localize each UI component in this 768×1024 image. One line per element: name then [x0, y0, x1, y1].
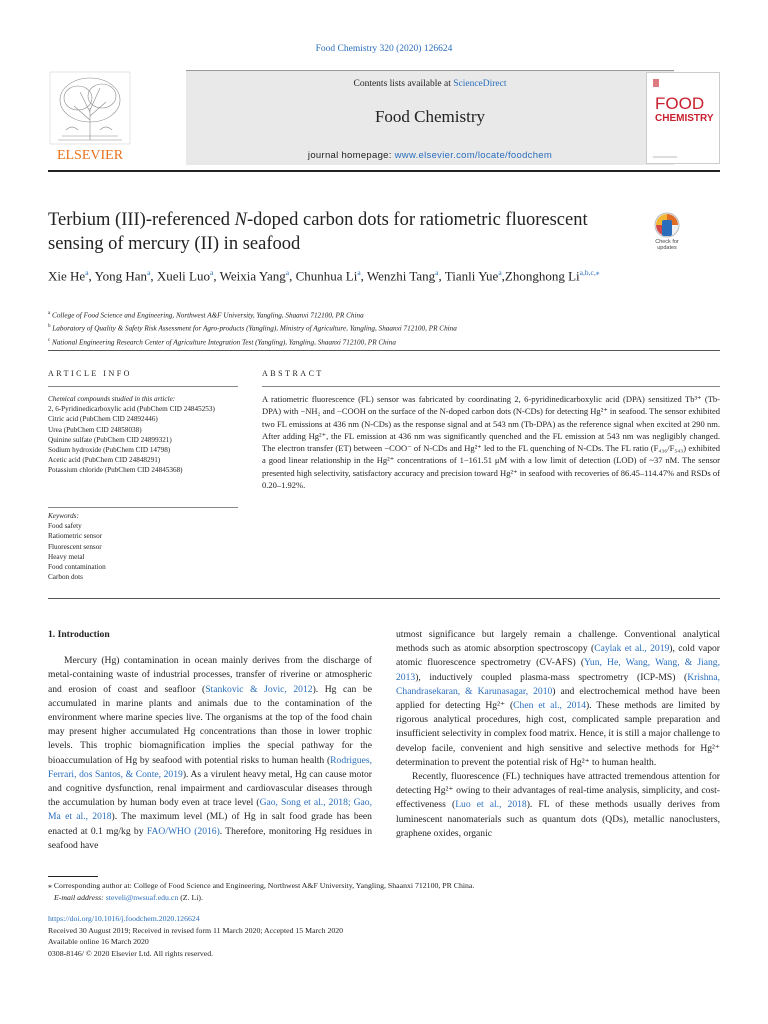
sciencedirect-link[interactable]: ScienceDirect — [453, 79, 507, 89]
homepage-prefix: journal homepage: — [307, 150, 395, 161]
affiliation-list — [48, 308, 688, 348]
author-separator: , — [501, 268, 505, 284]
email-line — [48, 892, 720, 904]
journal-name: Food Chemistry — [374, 107, 486, 126]
keyword-item: Heavy metal — [48, 552, 85, 561]
keyword-item: Carbon dots — [48, 573, 83, 582]
keyword-item: Food safety — [48, 522, 82, 531]
journal-cover-thumbnail[interactable] — [646, 72, 720, 164]
author-separator: , — [289, 268, 296, 284]
chemical-compounds — [48, 394, 243, 476]
body-paragraph: Mercury (Hg) contamination in ocean mainly derives from the discharge of metal-containing waste of industrial processes, transfer of riverine or atmospheric and erosion of coast and seafloor (Stankovic & Jovic, 2012). Hg can be accumulated in marine plants and animals due to the contamination of the environment where marine species live. The organisms at the top of the food chain may present higher accumulated Hg concentrations than those in lower trophic levels. This trophic biomagnification implies the special pathway for the bioaccumulation of Hg by seafood with potential risks to human health (Rodrigues, Ferrari, dos Santos, & Conte, 2019). As a virulent heavy metal, Hg can cause motor and cognitive dysfunction, renal impairment and cardiovascular diseases through the accumulation by human body even at trace level (Gao, Song et al., 2018; Gao, Ma et al., 2018). The maximum level (ML) of Hg in salt food grade has been enacted at 0.1 mg/kg by FAO/WHO (2016). Therefore, monitoring Hg residues in seafood have — [48, 655, 372, 851]
email-suffix: (Z. Li). — [178, 892, 203, 902]
author-separator: , — [150, 268, 157, 284]
author-separator: , — [88, 268, 95, 284]
section-rule — [48, 350, 720, 351]
svg-text:ELSEVIER: ELSEVIER — [56, 148, 124, 163]
author-list — [48, 264, 648, 285]
body-column-left — [48, 628, 372, 853]
keywords-list — [48, 521, 238, 582]
compound-item: Potassium chloride (PubChem CID 24845368) — [48, 466, 183, 475]
body-rule — [48, 598, 720, 599]
compound-item: Sodium hydroxide (PubChem CID 14798) — [48, 446, 171, 455]
author-affiliation-marker[interactable]: a — [85, 268, 89, 277]
svg-text:FOOD: FOOD — [655, 94, 705, 113]
header-rule — [48, 170, 720, 172]
abstract-rule — [262, 386, 720, 387]
body-paragraph: Recently, fluorescence (FL) techniques have attracted tremendous attention for detecting Hg²⁺ owing to their advantages of real-time analysis, simplicity, and cost-effectiveness (Luo et al., 2018). FL of these methods usually derives from luminescent nanomaterials such as quantum dots (QDs), metallic nanoclusters, graphene oxides, organic — [396, 771, 720, 839]
author-affiliation-marker[interactable]: a — [209, 268, 214, 277]
reference-link[interactable]: Gao, Song et al., 2018; Gao, Ma et al., 2018 — [48, 797, 372, 823]
author-separator: , — [360, 268, 367, 284]
article-title — [48, 208, 628, 256]
reference-link[interactable]: Caylak et al., 2019 — [594, 643, 670, 655]
email-link[interactable]: steveli@nwsuaf.edu.cn — [105, 892, 179, 902]
crossmark-icon — [648, 210, 686, 254]
available-online: Available online 16 March 2020 — [48, 937, 149, 946]
compound-item: 2, 6-Pyridinedicarboxylic acid (PubChem CID 24845253) — [48, 405, 215, 414]
reference-link[interactable]: Krishna, Chandrasekaran, & Karunasagar, 2010 — [396, 671, 720, 697]
author-name[interactable]: Tianli Yue — [444, 268, 499, 284]
affiliation: $^b$ Laboratory of Quality & Safety Risk Assessment for Agro-products (Yangling), Ministry of Agriculture, Yangling, Shaanxi 712100, PR China — [48, 324, 457, 333]
abstract-text: A ratiometric fluorescence (FL) sensor was fabricated by coordinating 2, 6-pyridinedicarboxylic acid (DPA) sensitized Tb³⁺ (Tb-DPA) with −NH₂ and −COOH on the surface of the N-doped carbon dots (N-CDs) for detecting Hg²⁺ in seafood. The sensor exhibited two FL emissions at 436 nm (N-CDs) as the response signal and at 543 nm (Tb-DPA) as the reference signal when excited at 290 nm. After adding Hg²⁺, the FL emission at 436 nm was significantly quenched and the FL emission at 543 nm was negligibly changed. The electron transfer (ET) between −COO⁻ of N-CDs and Hg²⁺ led to the FL quenching of N-CDs. The FL ratio (F₄₃₆/F₅₄₃) exhibited a good linear relationship in the Hg²⁺ concentrations of 1−161.51 μM with a low limit of detection (LOD) of ~37 nM. The sensor presented high selectivity, satisfactory accuracy and precision toward Hg²⁺ in seafood with recoveries of 86.45–114.47% and RSDs of 0.20–1.92%. — [262, 394, 720, 491]
article-info-heading: ARTICLE INFO — [48, 369, 132, 378]
elsevier-logo[interactable] — [48, 70, 132, 164]
reference-link[interactable]: Chen et al., 2014 — [513, 700, 587, 712]
abstract-heading: ABSTRACT — [262, 369, 324, 378]
title-part-italic: N — [234, 210, 248, 230]
title-part: Terbium (III)-referenced — [48, 210, 235, 230]
elsevier-tree-icon — [48, 70, 132, 164]
author-name[interactable]: Xie He — [48, 268, 86, 284]
keyword-item: Ratiometric sensor — [48, 532, 103, 541]
svg-text:CHEMISTRY: CHEMISTRY — [655, 113, 714, 124]
author-affiliation-marker[interactable]: a — [357, 268, 361, 277]
author-separator: , — [438, 268, 445, 284]
compounds-label: Chemical compounds studied in this article: — [48, 395, 176, 403]
contents-prefix: Contents lists available at — [353, 79, 454, 89]
received-dates: Received 30 August 2019; Received in revised form 11 March 2020; Accepted 15 March 2020 — [48, 925, 344, 935]
article-info-rule — [48, 386, 238, 387]
crossmark-label: Check for updates — [655, 239, 679, 251]
keywords-label: Keywords: — [48, 512, 79, 520]
publication-info — [48, 913, 720, 959]
reference-link[interactable]: Rodrigues, Ferrari, dos Santos, & Conte, 2019 — [48, 754, 372, 780]
author-affiliation-marker[interactable]: a — [498, 268, 502, 277]
check-for-updates-badge[interactable] — [648, 210, 686, 254]
journal-banner — [186, 70, 674, 165]
author-affiliation-marker[interactable]: a — [285, 268, 290, 277]
compound-item: Urea (PubChem CID 24858038) — [48, 425, 142, 434]
corresponding-author-footnote — [48, 880, 720, 903]
author-name[interactable]: Zhonghong Li — [504, 268, 580, 284]
reference-link[interactable]: FAO/WHO (2016) — [146, 825, 220, 837]
author-separator: , — [213, 268, 220, 284]
compound-item: Citric acid (PubChem CID 24892446) — [48, 415, 158, 424]
email-label: E-mail address: — [54, 892, 106, 902]
keywords — [48, 511, 238, 582]
homepage-link[interactable]: www.elsevier.com/locate/foodchem — [394, 150, 553, 161]
author-name[interactable]: Wenzhi Tang — [366, 268, 436, 284]
body-paragraph: utmost significance but largely remain a challenge. Conventional analytical methods such as atomic absorption spectroscopy (Caylak et al., 2019), cold vapor atomic fluorescence spectrometry (CV-AFS) (Yun, He, Wang, Wang, & Jiang, 2013), inductively coupled plasma-mass spectrometry (ICP-MS) (Krishna, Chandrasekaran, & Karunasagar, 2010) and electrochemical method have been applied for detecting Hg²⁺ (Chen et al., 2014). These methods are limited by rigorous analytical procedures, high cost, complicated sample preparation and insufficient selectivity in complex food matrix. Hence, it is still a major challenge to develop facile, convenient and high sensitive and selective methods for Hg²⁺ determination to prevent the potential risk of Hg²⁺ to human health. — [396, 629, 720, 768]
author-name[interactable]: Chunhua Li — [295, 268, 358, 284]
compounds-list — [48, 404, 243, 475]
reference-link[interactable]: Luo et al., 2018 — [455, 799, 527, 811]
keyword-item: Fluorescent sensor — [48, 542, 102, 551]
footnote-rule — [48, 876, 98, 877]
homepage-line — [186, 150, 674, 161]
reference-link[interactable]: Yun, He, Wang, Wang, & Jiang, 2013 — [396, 657, 720, 683]
author-name[interactable]: Yong Han — [94, 268, 148, 284]
affiliation: $^a$ College of Food Science and Engineering, Northwest A&F University, Yangling, Shaanxi 712100, PR China — [48, 311, 364, 320]
introduction-heading: 1. Introduction — [48, 629, 110, 640]
keywords-rule — [48, 507, 238, 508]
author-affiliation-marker[interactable]: a,b,c,⁎ — [579, 268, 600, 277]
journal-citation[interactable]: Food Chemistry 320 (2020) 126624 — [315, 44, 453, 54]
copyright: 0308-8146/ © 2020 Elsevier Ltd. All rights reserved. — [48, 948, 214, 958]
journal-cover-image — [647, 73, 719, 163]
author-name[interactable]: Weixia Yang — [219, 268, 286, 284]
keyword-item: Food contamination — [48, 563, 106, 572]
corresponding-author: ⁎ Corresponding author at: College of Food Science and Engineering, Northwest A&F University, Yangling, Shaanxi 712100, PR China. — [48, 881, 475, 890]
author-affiliation-marker[interactable]: a — [147, 268, 151, 277]
contents-line — [186, 79, 674, 89]
compound-item: Quinine sulfate (PubChem CID 24899321) — [48, 435, 172, 444]
compound-item: Acetic acid (PubChem CID 24848291) — [48, 456, 161, 465]
reference-link[interactable]: Stankovic & Jovic, 2012 — [205, 683, 313, 695]
author-affiliation-marker[interactable]: a — [435, 268, 439, 277]
journal-header — [48, 70, 720, 166]
author-name[interactable]: Xueli Luo — [156, 268, 210, 284]
affiliation: $^c$ National Engineering Research Center of Agriculture Integration Test (Yangling), Yangling, Shaanxi 712100, PR China — [48, 337, 396, 347]
title-part: -doped carbon dots for ratiometric fluorescent sensing of mercury (II) in seafood — [48, 210, 588, 254]
doi-link[interactable]: https://doi.org/10.1016/j.foodchem.2020.126624 — [48, 914, 200, 923]
body-column-right — [396, 628, 720, 841]
